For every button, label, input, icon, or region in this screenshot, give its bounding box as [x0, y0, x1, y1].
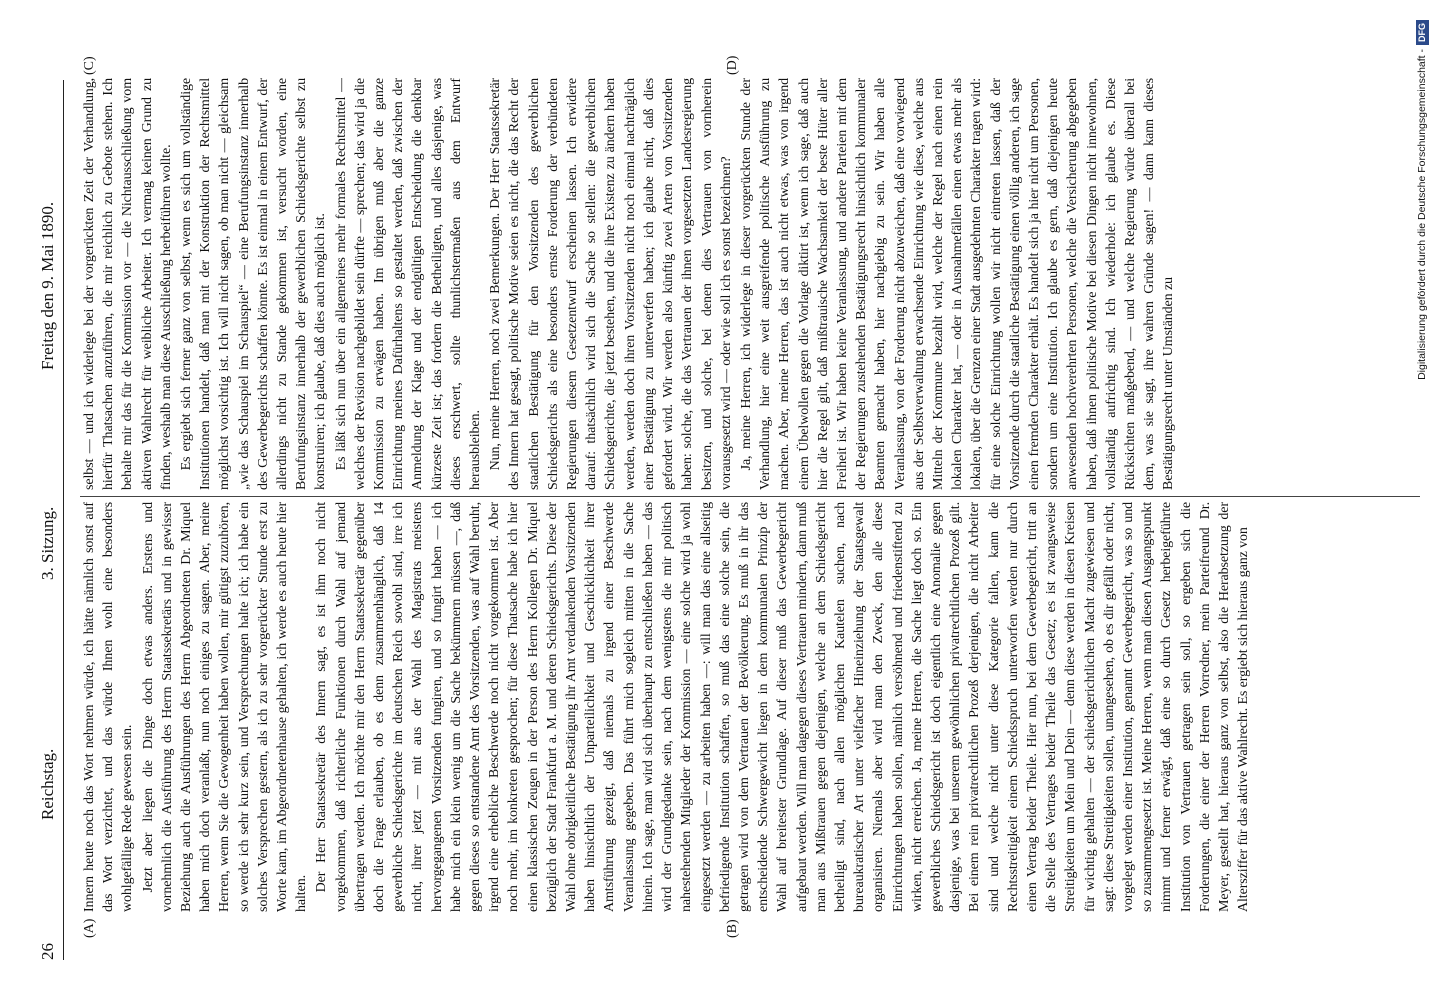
- paragraph: Jetzt aber liegen die Dinge doch etwas anders. Erstens und vornehmlich die Ausführung des Herrn Staatssekretärs und in gewisser Beziehung auch die Ausführungen des Herrn Abgeordneten Dr. Miquel haben mich doch veranlaßt, nun noch einiges zu sagen. Aber, meine Herren, wenn Sie die Gewogenheit haben wollen, mir gütigst zuzuhören, so werde ich sehr kurz sein, und Versprechungen halte ich; ich habe ein solches Versprechen gestern, als ich zu sehr vorgerückter Stunde erst zu Worte kam, im Abgeordnetenhause gehalten, ich werde es auch heute hier halten.: [140, 502, 310, 912]
- paragraph: Es läßt sich nun über ein allgemeines mehr formales Rechtsmittel — welches der Revision nachgebildet sein dürfte — sprechen; das wird ja die Kommission zu erwägen haben. Im übrigen muß aber die ganze Einrichtung meines Dafürhaltens so gestaltet werden, daß zwischen der Anmeldung der Klage und der endgültigen Entscheidung die denkbar kürzeste Zeit ist; das fordern die Betheiligten, und alles dasjenige, was dieses erschwert, sollte thunlichstermaßen aus dem Entwurf herausbleiben.: [333, 78, 484, 490]
- digitization-text: Digitalisierung gefördert durch die Deutsche Forschungsgemeinschaft -: [1416, 49, 1428, 380]
- header-rule: [63, 80, 64, 960]
- session-label: 3. Sitzung.: [38, 506, 57, 580]
- date-label: Freitag den 9. Mai 1890.: [38, 201, 57, 370]
- page-number: 26: [38, 943, 57, 960]
- publication-title: Reichstag.: [38, 748, 57, 820]
- paragraph: Innern heute noch das Wort nehmen würde, ich hätte nämlich sonst auf das Wort verzichtet, und das würde Ihnen wohl eine besonders wohlgefällige Rede gewesen sein.: [82, 502, 136, 912]
- text-column-right: [80, 78, 1430, 490]
- column-divider: [80, 496, 1420, 497]
- margin-letter-b: (B): [725, 919, 740, 938]
- margin-letter-a: (A): [82, 918, 97, 938]
- margin-letter-c: (C): [82, 56, 97, 75]
- digitization-note: [1413, 0, 1432, 1000]
- paragraph: selbst — und ich widerlege bei der vorgerückten Zeit der Verhandlung, hierfür Thatsachen anzuführen, die mir reichlich zu Gebote stehen. Ich behalte mir das für die Kommission vor — die Nichtausschließung vom aktiven Wahlrecht für weibliche Arbeiter. Ich vermag keinen Grund zu finden, weshalb man diese Ausschließung herbeiführen wollte.: [82, 78, 174, 490]
- margin-letter-d: (D): [725, 55, 740, 75]
- text-column-left: [80, 502, 1430, 912]
- paragraph: Es ergiebt sich ferner ganz von selbst, wenn es sich um vollständige Institutionen handelt, daß man mit der Konstruktion der Rechtsmittel möglichst vorsichtig ist. Ich will nicht sagen, ob man nicht — gleichsam „wie das Schauspiel im Schauspiel“ — eine Berufungsinstanz innerhalb des Gewerbegerichts schaffen könnte. Es ist einmal in einem Entwurf, der allerdings nicht zu Stande gekommen ist, versucht worden, eine Berufungsinstanz innerhalb der gewerblichen Schiedsgerichte selbst zu konstruiren; ich glaube, daß dies auch möglich ist.: [179, 78, 329, 490]
- paragraph: Der Herr Staatssekretär des Innern sagt, es ist ihm noch nicht vorgekommen, daß richterliche Funktionen durch Wahl auf jemand übertragen werden. Ich möchte mir den Herrn Staatssekretär gegenüber doch die Frage erlauben, ob es denn zusammenhänglich, daß 14 gewerbliche Schiedsgerichte im deutschen Reich sowohl sind, irre ich nicht, ihrer jetzt — mit aus der Wahl des Magistrats meistens hervorgegangenen Vorsitzenden fungiren, und so fungirt haben — ich habe mich ein klein wenig um die Sache bekümmern müssen —, daß gegen dieses so entstandene Amt des Vorsitzenden, was auf Wahl beruht, irgend eine erhebliche Beschwerde noch nicht vorgekommen ist. Aber noch mehr, im konkreten gesprochen; für diese Thatsache habe ich hier einen klassischen Zeugen in der Person des Herrn Kollegen Dr. Miquel bezüglich der Stadt Frankfurt a. M. und deren Schiedsgerichts. Diese der Wahl ohne obrigkeitliche Bestätigung ihr Amt verdankenden Vorsitzenden haben hinsichtlich der Unparteilichkeit und Geschicklichkeit ihrer Amtsführung gezeigt, daß niemals zu irgend einer Beschwerde Veranlassung gegeben. Das führt mich sogleich mitten in die Sache hinein. Ich sage, man wird sich überhaupt zu entschließen haben — das wird der Grundgedanke sein, nach dem wenigstens die mir politisch nahestehenden Mitglieder der Kommission — eine solche wird ja wohl eingesetzt werden — zu arbeiten haben —: will man das eine allseitig befriedigende Institution schaffen, so muß das eine solche sein, die getragen wird von dem Vertrauen der Bevölkerung. Es muß in ihr das entscheidende Schwergewicht liegen in dem kommunalen Prinzip der Wahl auf breitester Grundlage. Auf dieser muß das Gewerbegericht aufgebaut werden. Will man dagegen dieses Vertrauen mindern, dann muß man aus Mißtrauen gegen diejenigen, welche an dem Schiedsgericht betheiligt sind, nach allen möglichen Kautelen suchen, nach bureaukratischer Art unter vielfacher Hineinziehung der Staatsgewalt organisiren. Niemals aber wird man den Zweck, den alle diese Einrichtungen haben sollen, nämlich versöhnend und friedenstiftend zu wirken, nicht erreichen. Ja, meine Herren, die Sache liegt doch so. Ein gewerbliches Schiedsgericht ist doch eigentlich eine Anomalie gegen dasjenige, was bei unserem gewöhnlichen privatrechtlichen Prozeß gilt. Bei einem rein privatrechtlichen Prozeß derjenigen, die nicht Arbeiter sind und welche nicht unter diese Kategorie fallen, kann die Rechtsstreitigkeit einem Schiedsspruch unterworfen werden nur durch einen Vertrag beider Theile. Hier nun, bei dem Gewerbegericht, tritt an die Stelle des Vertrages beider Theile das Gesetz; es ist zwangsweise Streitigkeiten um Mein und Dein — denn diese werden in diesen Kreisen für wichtig gehalten — der schiedsgerichtlichen Macht zugewiesen und sagt: diese Streitigkeiten sollen, unangesehen, ob es dir gefällt oder nicht, vorgelegt werden einer Institution, genannt Gewerbegericht, was so und so zusammengesetzt ist. Meine Herren, wenn man diesen Ausgangspunkt nimmt und ferner erwägt, daß eine so durch Gesetz herbeigeführte Institution von Vertrauen getragen sein soll, so ergeben sich die Forderungen, die einer der Herren Vorredner, mein Parteifreund Dr. Meyer, gestellt hat, hieraus ganz von selbst, also die Herabsetzung der Altersziffer für das aktive Wahlrecht. Es ergiebt sich hieraus ganz von: [314, 502, 1252, 912]
- paragraph: Nun, meine Herren, noch zwei Bemerkungen. Der Herr Staatssekretär des Innern hat gesagt, politische Motive seien es nicht, die das Recht der staatlichen Bestätigung für den Vorsitzenden des gewerblichen Schiedsgerichts als eine besonders ernste Forderung der verbündeten Regierungen diesem Gesetzentwurf erscheinen lassen. Ich erwidere darauf: thatsächlich wird sich die Sache so stellen: die gewerblichen Schiedsgerichte, die jetzt bestehen, und die ihre Existenz zu ändern haben werden, werden doch ihren Vorsitzenden nicht noch einmal nachträglich einer Bestätigung zu unterwerfen haben; ich glaube nicht, daß dies gefordert wird. Wir werden also künftig zwei Arten von Vorsitzenden haben: solche, die das Vertrauen der ihnen vorgesetzten Landesregierung besitzen, und solche, bei denen dies Vertrauen von vornherein vorausgesetzt wird — oder wie soll ich es sonst bezeichnen?: [488, 78, 734, 490]
- paragraph: Ja, meine Herren, ich widerlege in dieser vorgerückten Stunde der Verhandlung, hier eine weit ausgreifende politische Ausführung zu machen. Aber, meine Herren, das ist auch nicht etwas, was von irgend einem Übelwollen gegen die Vorlage diktirt ist, wenn ich sage, daß auch hier die Regel gilt, daß mißtrauische Wachsamkeit der beste Hüter aller Freiheit ist. Wir haben keine Veranlassung, und andere Parteien mit dem der Regierungen zustehenden Bestätigungsrecht hinsichtlich kommunaler Beamten gemacht haben, hier nachgiebig zu sein. Wir haben alle Veranlassung, von der Forderung nicht abzuweichen, daß eine vorwiegend aus der Selbstverwaltung erwachsende Einrichtung wie diese, welche aus Mitteln der Kommune bezahlt wird, welche der Regel nach einen rein lokalen Charakter hat, — oder in Ausnahmefällen einen etwas mehr als lokalen, über die Grenzen einer Stadt ausgedehnten Charakter tragen wird: für eine solche Einrichtung wollen wir nicht eintreten lassen, daß der Vorsitzende durch die staatliche Bestätigung einen völlig anderen, ich sage einen fremden Charakter erhält. Es handelt sich ja hier nicht um Personen, sondern um eine Institution. Ich glaube es gern, daß diejenigen heute anwesenden hochverehrten Personen, welche die Versicherung abgegeben haben, daß ihnen politische Motive bei diesen Dingen nicht innewohnen, vollständig aufrichtig sind. Ich wiederhole: ich glaube es. Diese Rücksichten maßgebend, — und welche Regierung würde überall bei dem, was sie sagt, ihre wahren Gründe sagen! — dann kann dieses Bestätigungsrecht unter Umständen zu: [738, 78, 1177, 490]
- page-header: [38, 60, 62, 970]
- dfg-logo: DFG: [1416, 20, 1429, 45]
